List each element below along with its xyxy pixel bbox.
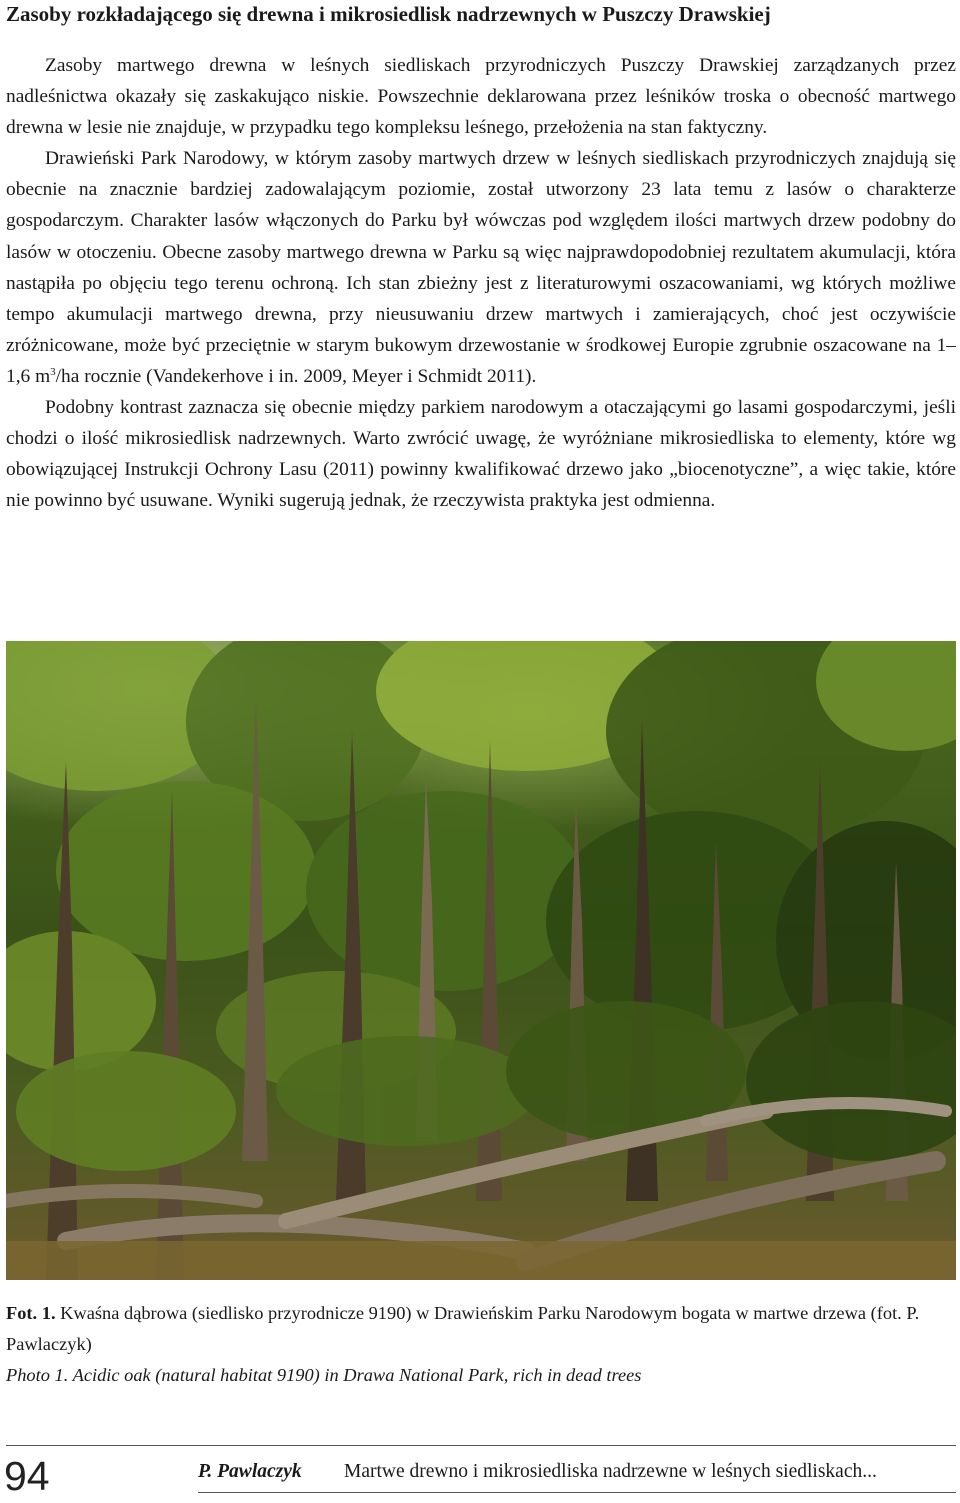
caption-english: Photo 1. Acidic oak (natural habitat 9190) in Drawa National Park, rich in dead trees bbox=[6, 1365, 642, 1385]
figure-label: Fot. 1. bbox=[6, 1303, 56, 1323]
footer-running-title: Martwe drewno i mikrosiedliska nadrzewne w leśnych siedliskach... bbox=[344, 1461, 877, 1482]
superscript-cubed: 3 bbox=[50, 365, 56, 378]
paragraph-2-text: Drawieński Park Narodowy, w którym zasoby martwych drzew w leśnych siedliskach przyrodniczych znajdują się obecnie na znacznie bardziej zadowalającym poziomie, został utworzony 23 lata temu z lasów o charakterze gospodarczym. Charakter lasów włączonych do Parku był wówczas pod względem ilości martwych drzew podobny do lasów w otoczeniu. Obecne zasoby martwego drewna w Parku są więc najprawdopodobniej rezultatem akumulacji, która nastąpiła po objęciu tego terenu ochroną. Ich stan zbieżny jest z literaturowymi oszacowaniami, wg których możliwe tempo akumulacji martwego drewna, przy nieusuwaniu drzew martwych i zamierających, choć jest oczywiście zróżnicowane, może być przeciętnie w starym bukowym drzewostanie w środkowej Europie zgrubnie oszacowane na 1–1,6 m bbox=[6, 148, 956, 387]
paragraph-3: Podobny kontrast zaznacza się obecnie między parkiem narodowym a otaczającymi go lasami gospodarczymi, jeśli chodzi o ilość mikrosiedlisk nadrzewnych. Warto zwrócić uwagę, że wyróżniane mikrosiedliska to elementy, które wg obowiązującej Instrukcji Ochrony Lasu (2011) powinny kwalifikować drzewo jako „biocenotyczne”, a więc takie, które nie powinno być usuwane. Wyniki sugerują jednak, że rzeczywista praktyka jest odmienna. bbox=[6, 397, 956, 512]
footer-underline bbox=[198, 1492, 956, 1493]
paragraph-1: Zasoby martwego drewna w leśnych siedliskach przyrodniczych Puszczy Drawskiej zarządzanych przez nadleśnictwa okazały się zaskakująco niskie. Powszechnie deklarowana przez leśników troska o obecność martwego drewna w lesie nie znajduje, w przypadku tego kompleksu leśnego, przełożenia na stan faktyczny. bbox=[6, 55, 956, 139]
forest-floor bbox=[6, 1241, 956, 1280]
paragraph-2-text-end: /ha rocznie (Vandekerhove i in. 2009, Meyer i Schmidt 2011). bbox=[55, 365, 537, 387]
figure-caption bbox=[6, 1298, 956, 1391]
article-body bbox=[6, 50, 956, 516]
paragraph-2 bbox=[6, 143, 956, 392]
forest-photo bbox=[6, 641, 956, 1280]
running-title: Zasoby rozkładającego się drewna i mikrosiedlisk nadrzewnych w Puszczy Drawskiej bbox=[6, 2, 771, 26]
page-number: 94 bbox=[4, 1453, 50, 1499]
footer-divider bbox=[6, 1445, 956, 1446]
caption-polish: Kwaśna dąbrowa (siedlisko przyrodnicze 9190) w Drawieńskim Parku Narodowym bogata w martwe drzewa (fot. P. Pawlaczyk) bbox=[6, 1303, 920, 1354]
footer-author: P. Pawlaczyk bbox=[198, 1461, 302, 1482]
